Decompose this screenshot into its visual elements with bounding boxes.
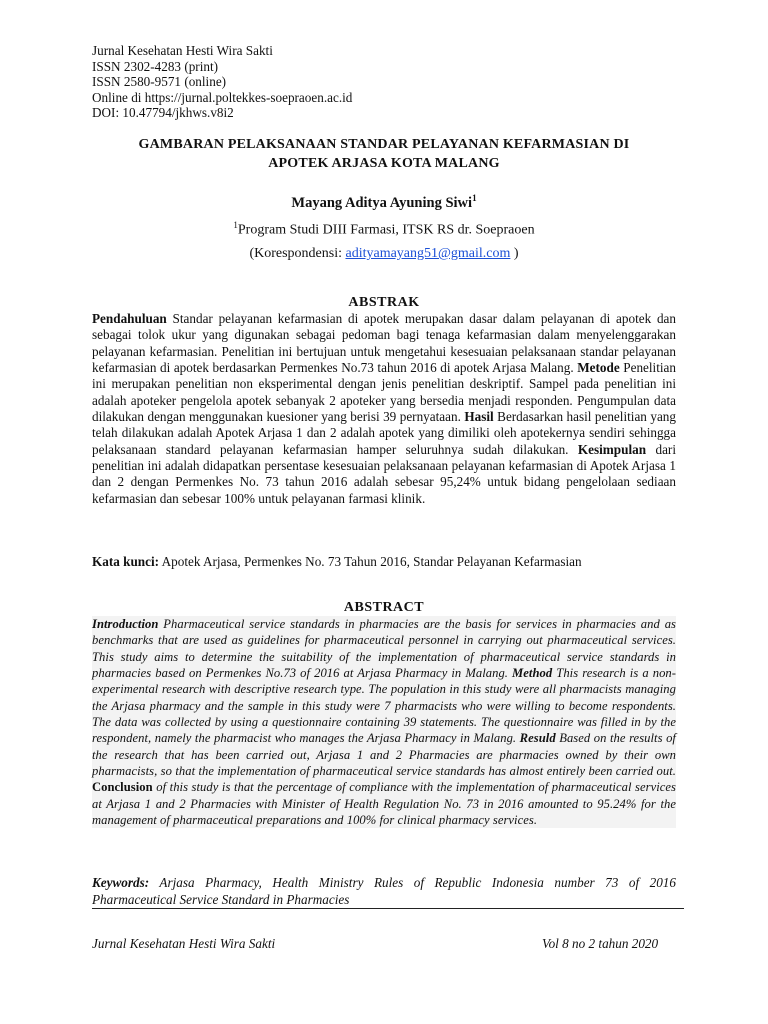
paper-title <box>60 135 708 173</box>
affiliation-text: Program Studi DIII Farmasi, ITSK RS dr. Soepraoen <box>237 222 535 238</box>
kata-kunci-text: Apotek Arjasa, Permenkes No. 73 Tahun 2016, Standar Pelayanan Kefarmasian <box>159 554 582 569</box>
issn-online: ISSN 2580-9571 (online) <box>92 74 227 89</box>
doi: DOI: 10.47794/jkhws.v8i2 <box>92 105 234 120</box>
author-name-text: Mayang Aditya Ayuning Siwi <box>291 194 473 211</box>
abstract-heading: ABSTRACT <box>343 600 425 615</box>
text-method: This research is a non-experimental research with descriptive research type. The population in this study were all pharmacists managing the Arjasa pharmacy and the sample in this study were 7 pharmacists who were willing to become respondents. The data was collected by using a questionnaire containing 39 statements. The questionnaire was filled in by the respondent, namely the pharmacist who manages the Arjasa Pharmacy in Malang. <box>92 666 677 746</box>
online-url: Online di https://jurnal.poltekkes-soepraoen.ac.id <box>92 89 353 105</box>
text-metode: Penelitian ini merupakan penelitian non eksperimental dengan jenis penelitian deskriptif. Sampel pada penelitian ini adalah apoteker pengelola apotek sebanyak 2 apoteker yang bersedia menjadi responden. Pengumpulan data dilakukan dengan menggunakan kuesioner yang berisi 39 pernyataan. <box>92 360 676 425</box>
label-introduction: Introduction <box>92 617 159 631</box>
issn-print: ISSN 2302-4283 (print) <box>92 58 219 74</box>
email-link[interactable]: adityamayang51@gmail.com <box>345 246 511 261</box>
label-kesimpulan: Kesimpulan <box>577 441 647 457</box>
footer-volume: Vol 8 no 2 tahun 2020 <box>542 936 659 951</box>
text-introduction: Pharmaceutical service standards in pharmacies are the basis for services in pharmacies and as benchmarks that are used as guidelines for pharmaceutical personnel in carrying out pharmaceutical services. This study aims to determine the suitability of the implementation of pharmaceutical service standards in pharmacies based on Permenkes No.73 of 2016 at Arjasa Pharmacy in Malang. <box>92 617 676 681</box>
label-result: Resuld <box>519 731 556 746</box>
label-metode: Metode <box>577 360 620 376</box>
keywords-text: Arjasa Pharmacy, Health Ministry Rules of Republic Indonesia number 73 of 2016 Pharmaceutical Service Standard in Pharmacies <box>92 875 676 907</box>
title-line-1: GAMBARAN PELAKSANAAN STANDAR PELAYANAN KEFARMASIAN DI <box>138 137 630 152</box>
abstrak-heading: ABSTRAK <box>348 295 420 310</box>
text-conclusion: of this study is that the percentage of compliance with the implementation of pharmaceutical services at Arjasa 1 and 2 Pharmacies with Minister of Health Regulation No. 73 in 2016 amounted to 95.24% for the management of pharmaceutical preparations and 100% for clinical pharmacy services. <box>92 780 676 828</box>
footer-divider <box>92 908 684 909</box>
label-conclusion: Conclusion <box>92 780 153 795</box>
keywords-label: Keywords: <box>92 875 150 890</box>
keywords <box>92 875 676 908</box>
kata-kunci <box>92 554 582 570</box>
author-sup: 1 <box>472 193 477 203</box>
journal-header <box>92 43 352 121</box>
abstract-body <box>92 616 676 828</box>
journal-name: Jurnal Kesehatan Hesti Wira Sakti <box>92 43 273 58</box>
affiliation-sup: 1 <box>233 220 238 230</box>
correspondence <box>0 246 768 262</box>
text-kesimpulan: dari penelitian ini adalah didapatkan persentase kesesuaian pelaksanaan pelayanan kefarmasian di Apotek Arjasa 1 dan 2 dengan Permenkes No. 73 tahun 2016 adalah sebesar 95,24% untuk bidang pengelolaan sediaan kefarmasian dan sebesar 100% untuk pelayanan farmasi klinik. <box>92 441 676 506</box>
title-line-2: APOTEK ARJASA KOTA MALANG <box>268 156 500 171</box>
label-method: Method <box>512 666 553 681</box>
text-hasil: Berdasarkan hasil penelitian yang telah dilakukan adalah Apotek Arjasa 1 dan 2 adalah apotek yang dimiliki oleh apotekernya sendiri sehingga pelaksanaan standard pelayanan kefarmasian hamper seluruhnya sudah dilakukan. <box>92 409 676 457</box>
abstrak-body <box>92 311 676 507</box>
label-hasil: Hasil <box>464 409 494 425</box>
text-pendahuluan: Standar pelayanan kefarmasian di apotek merupakan dasar dalam pelayanan di apotek dan sebagai tolok ukur yang digunakan sebagai pedoman bagi tenaga kefarmasian dalam menyelenggarakan pelayanan kefarmasian. Penelitian ini bertujuan untuk mengetahui kesesuaian pelaksanaan standar pelayanan kefarmasian di apotek berdasarkan Permenkes No.73 tahun 2016 di apotek Arjasa Malang. <box>92 311 676 376</box>
text-result: Based on the results of the research that has been carried out, Arjasa 1 and 2 Pharmacies are pharmacies owned by their own pharmacists, so that the implementation of pharmaceutical service standards has almost entirely been carried out. <box>92 731 676 779</box>
affiliation <box>0 220 768 239</box>
label-pendahuluan: Pendahuluan <box>92 311 167 326</box>
corr-prefix: (Korespondensi: <box>249 246 346 261</box>
corr-suffix: ) <box>510 246 519 261</box>
footer-journal: Jurnal Kesehatan Hesti Wira Sakti <box>92 936 276 951</box>
kata-kunci-label: Kata kunci: <box>92 554 160 569</box>
author-name <box>0 193 768 212</box>
